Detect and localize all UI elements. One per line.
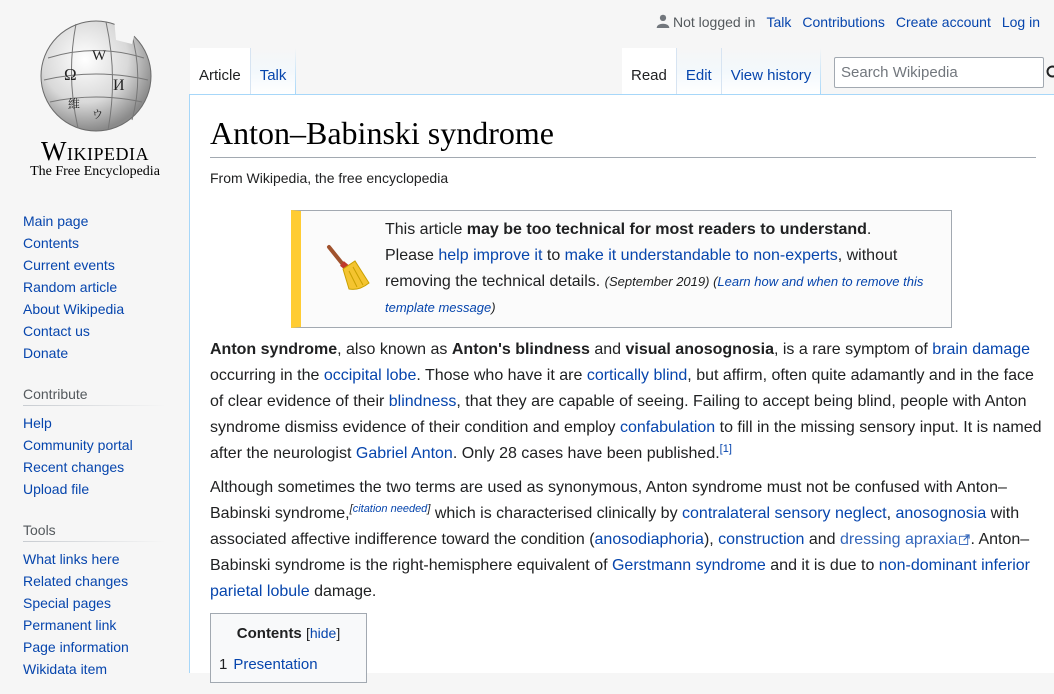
not-logged-in-label: Not logged in	[673, 14, 756, 30]
paragraph-1	[210, 337, 1045, 467]
cn-bracket: ]	[427, 503, 430, 515]
toc-title-row	[211, 625, 366, 642]
remove-template-link[interactable]: Learn how and when to remove this template message	[385, 274, 923, 315]
p1-text: to fill in the missing sensory input. It is named after the neurologist	[210, 419, 1042, 462]
page-title: Anton–Babinski syndrome	[210, 111, 1036, 158]
p2-text: which is characterised clinically by	[430, 505, 682, 522]
sidebar	[0, 210, 190, 694]
help-improve-link[interactable]: help improve it	[438, 247, 542, 264]
view-tabs	[622, 48, 821, 94]
external-link-icon	[959, 534, 970, 545]
p2-text: damage.	[310, 583, 377, 600]
p2-text: . Anton–Babinski syndrome is the right-hemisphere equivalent of	[210, 531, 1029, 574]
p1-text: . Only 28 cases have been published.	[453, 445, 720, 462]
search-button[interactable]	[1046, 58, 1054, 87]
create-account-link[interactable]: Create account	[896, 14, 991, 30]
sidebar-item-random-article[interactable]: Random article	[23, 279, 117, 295]
sidebar-item-main-page[interactable]: Main page	[23, 213, 88, 229]
contribute-heading: Contribute	[23, 386, 165, 406]
sidebar-item-help[interactable]: Help	[23, 415, 52, 431]
tab-article[interactable]	[190, 48, 250, 94]
navigation-portal	[0, 210, 190, 364]
site-subtitle: From Wikipedia, the free encyclopedia	[210, 170, 448, 186]
p2-text: Although sometimes the two terms are used as synonymous, Anton syndrome must not be confused with Anton–Babinski syndrome,	[210, 479, 1007, 522]
paragraph-2	[210, 475, 1045, 605]
tab-view-history[interactable]	[721, 48, 821, 94]
tab-talk[interactable]	[250, 48, 296, 94]
sidebar-item-special-pages[interactable]: Special pages	[23, 595, 111, 611]
wikipedia-logo[interactable]	[0, 0, 190, 190]
link-non-dominant-inferior-parietal-lobule[interactable]: non-dominant inferior parietal lobule	[210, 557, 1030, 600]
svg-text:維: 維	[68, 96, 80, 111]
toc-title: Contents	[237, 625, 302, 642]
notice-text-4: to	[542, 247, 564, 264]
term-visual-anosognosia: visual anosognosia	[625, 341, 773, 358]
p2-text: and it is due to	[766, 557, 879, 574]
citation-needed	[350, 503, 431, 515]
p1-text: , that they are capable of seeing. Failing to accept being blind, people with Anton syndrome dismiss evidence of their condition and employ	[210, 393, 1027, 436]
sidebar-item-donate[interactable]: Donate	[23, 345, 68, 361]
link-cortically-blind[interactable]: cortically blind	[587, 367, 687, 384]
tab-read[interactable]	[622, 48, 676, 94]
cn-bracket: [	[350, 503, 353, 515]
link-blindness[interactable]: blindness	[389, 393, 457, 410]
search-icon	[1046, 65, 1054, 81]
tab-read-label: Read	[631, 67, 667, 84]
link-anosognosia[interactable]: anosognosia	[895, 505, 986, 522]
link-gerstmann-syndrome[interactable]: Gerstmann syndrome	[612, 557, 766, 574]
wordmark: Wikipedia	[0, 136, 190, 167]
tab-edit-label: Edit	[686, 67, 712, 84]
term-anton-syndrome: Anton syndrome	[210, 341, 337, 358]
notice-text	[385, 217, 945, 321]
p1-text: , but affirm, often quite adamantly and in the face of clear evidence of their	[210, 367, 1034, 410]
toc-item-number: 1	[219, 656, 227, 673]
link-occipital-lobe[interactable]: occipital lobe	[324, 367, 417, 384]
reference-1[interactable]: [1]	[720, 443, 732, 455]
p2-text: and	[804, 531, 840, 548]
notice-bold: may be too technical for most readers to understand	[467, 221, 867, 238]
link-contralateral-sensory-neglect[interactable]: contralateral sensory neglect	[682, 505, 887, 522]
broom-icon	[323, 243, 371, 291]
sidebar-item-page-information[interactable]: Page information	[23, 639, 129, 655]
p2-text: ),	[704, 531, 718, 548]
search-box	[834, 57, 1044, 88]
sidebar-item-community-portal[interactable]: Community portal	[23, 437, 133, 453]
content	[189, 94, 1054, 673]
sidebar-item-related-changes[interactable]: Related changes	[23, 573, 128, 589]
tools-portal	[0, 522, 190, 680]
wikipedia-globe-icon	[36, 18, 156, 133]
notice-text-5: , without removing the technical details.	[385, 247, 897, 290]
notice-text-2: .	[867, 221, 871, 238]
user-icon	[656, 14, 670, 28]
link-confabulation[interactable]: confabulation	[620, 419, 715, 436]
tab-edit[interactable]	[676, 48, 721, 94]
notice-text-1: This article	[385, 221, 467, 238]
sidebar-item-recent-changes[interactable]: Recent changes	[23, 459, 124, 475]
tab-talk-label: Talk	[260, 67, 287, 84]
tab-view-history-label: View history	[731, 67, 812, 84]
toc-item[interactable]	[219, 656, 318, 673]
svg-text:И: И	[113, 77, 125, 94]
svg-text:Ω: Ω	[64, 65, 77, 84]
sidebar-item-permanent-link[interactable]: Permanent link	[23, 617, 116, 633]
sidebar-item-current-events[interactable]: Current events	[23, 257, 115, 273]
log-in-link[interactable]: Log in	[1002, 14, 1040, 30]
link-brain-damage[interactable]: brain damage	[932, 341, 1030, 358]
talk-link[interactable]: Talk	[766, 14, 791, 30]
notice-paren-close: )	[491, 300, 495, 315]
technical-notice-box	[291, 210, 952, 328]
link-construction[interactable]: construction	[718, 531, 804, 548]
sidebar-item-contact[interactable]: Contact us	[23, 323, 90, 339]
namespace-tabs	[190, 48, 296, 94]
p2-text: with associated affective indifference toward the condition (	[210, 505, 1019, 548]
p1-text: . Those who have it are	[416, 367, 586, 384]
personal-tools	[645, 12, 1040, 32]
svg-text:ウ: ウ	[92, 108, 103, 121]
notice-text-3: Please	[385, 247, 438, 264]
make-understandable-link[interactable]: make it understandable to non-experts	[565, 247, 838, 264]
link-anosodiaphoria[interactable]: anosodiaphoria	[595, 531, 704, 548]
contributions-link[interactable]: Contributions	[802, 14, 885, 30]
notice-date: (September 2019)	[605, 274, 710, 289]
tools-heading: Tools	[23, 522, 165, 542]
sidebar-item-what-links-here[interactable]: What links here	[23, 551, 119, 567]
p1-text: and	[590, 341, 626, 358]
link-gabriel-anton[interactable]: Gabriel Anton	[356, 445, 453, 462]
sidebar-item-upload-file[interactable]: Upload file	[23, 481, 89, 497]
toc-bracket: [	[306, 625, 310, 641]
toc-hide-link[interactable]: hide	[310, 625, 336, 641]
sidebar-item-contents[interactable]: Contents	[23, 235, 79, 251]
tab-article-label: Article	[199, 67, 241, 84]
sidebar-item-wikidata-item[interactable]: Wikidata item	[23, 661, 107, 677]
sidebar-item-about[interactable]: About Wikipedia	[23, 301, 124, 317]
toc-item-presentation[interactable]: Presentation	[233, 656, 317, 673]
not-logged-in	[656, 14, 756, 30]
toc-bracket: ]	[336, 625, 340, 641]
contribute-portal	[0, 386, 190, 500]
citation-needed-link[interactable]: citation needed	[353, 503, 428, 515]
tagline: The Free Encyclopedia	[0, 164, 190, 180]
svg-text:W: W	[92, 48, 107, 64]
link-dressing-apraxia[interactable]: dressing apraxia	[840, 531, 957, 548]
search-input[interactable]	[835, 64, 1046, 81]
p1-text: occurring in the	[210, 367, 324, 384]
notice-paren-open: (	[709, 274, 717, 289]
term-antons-blindness: Anton's blindness	[452, 341, 590, 358]
p1-text: , also known as	[337, 341, 452, 358]
p2-text: ,	[887, 505, 896, 522]
p1-text: , is a rare symptom of	[774, 341, 932, 358]
